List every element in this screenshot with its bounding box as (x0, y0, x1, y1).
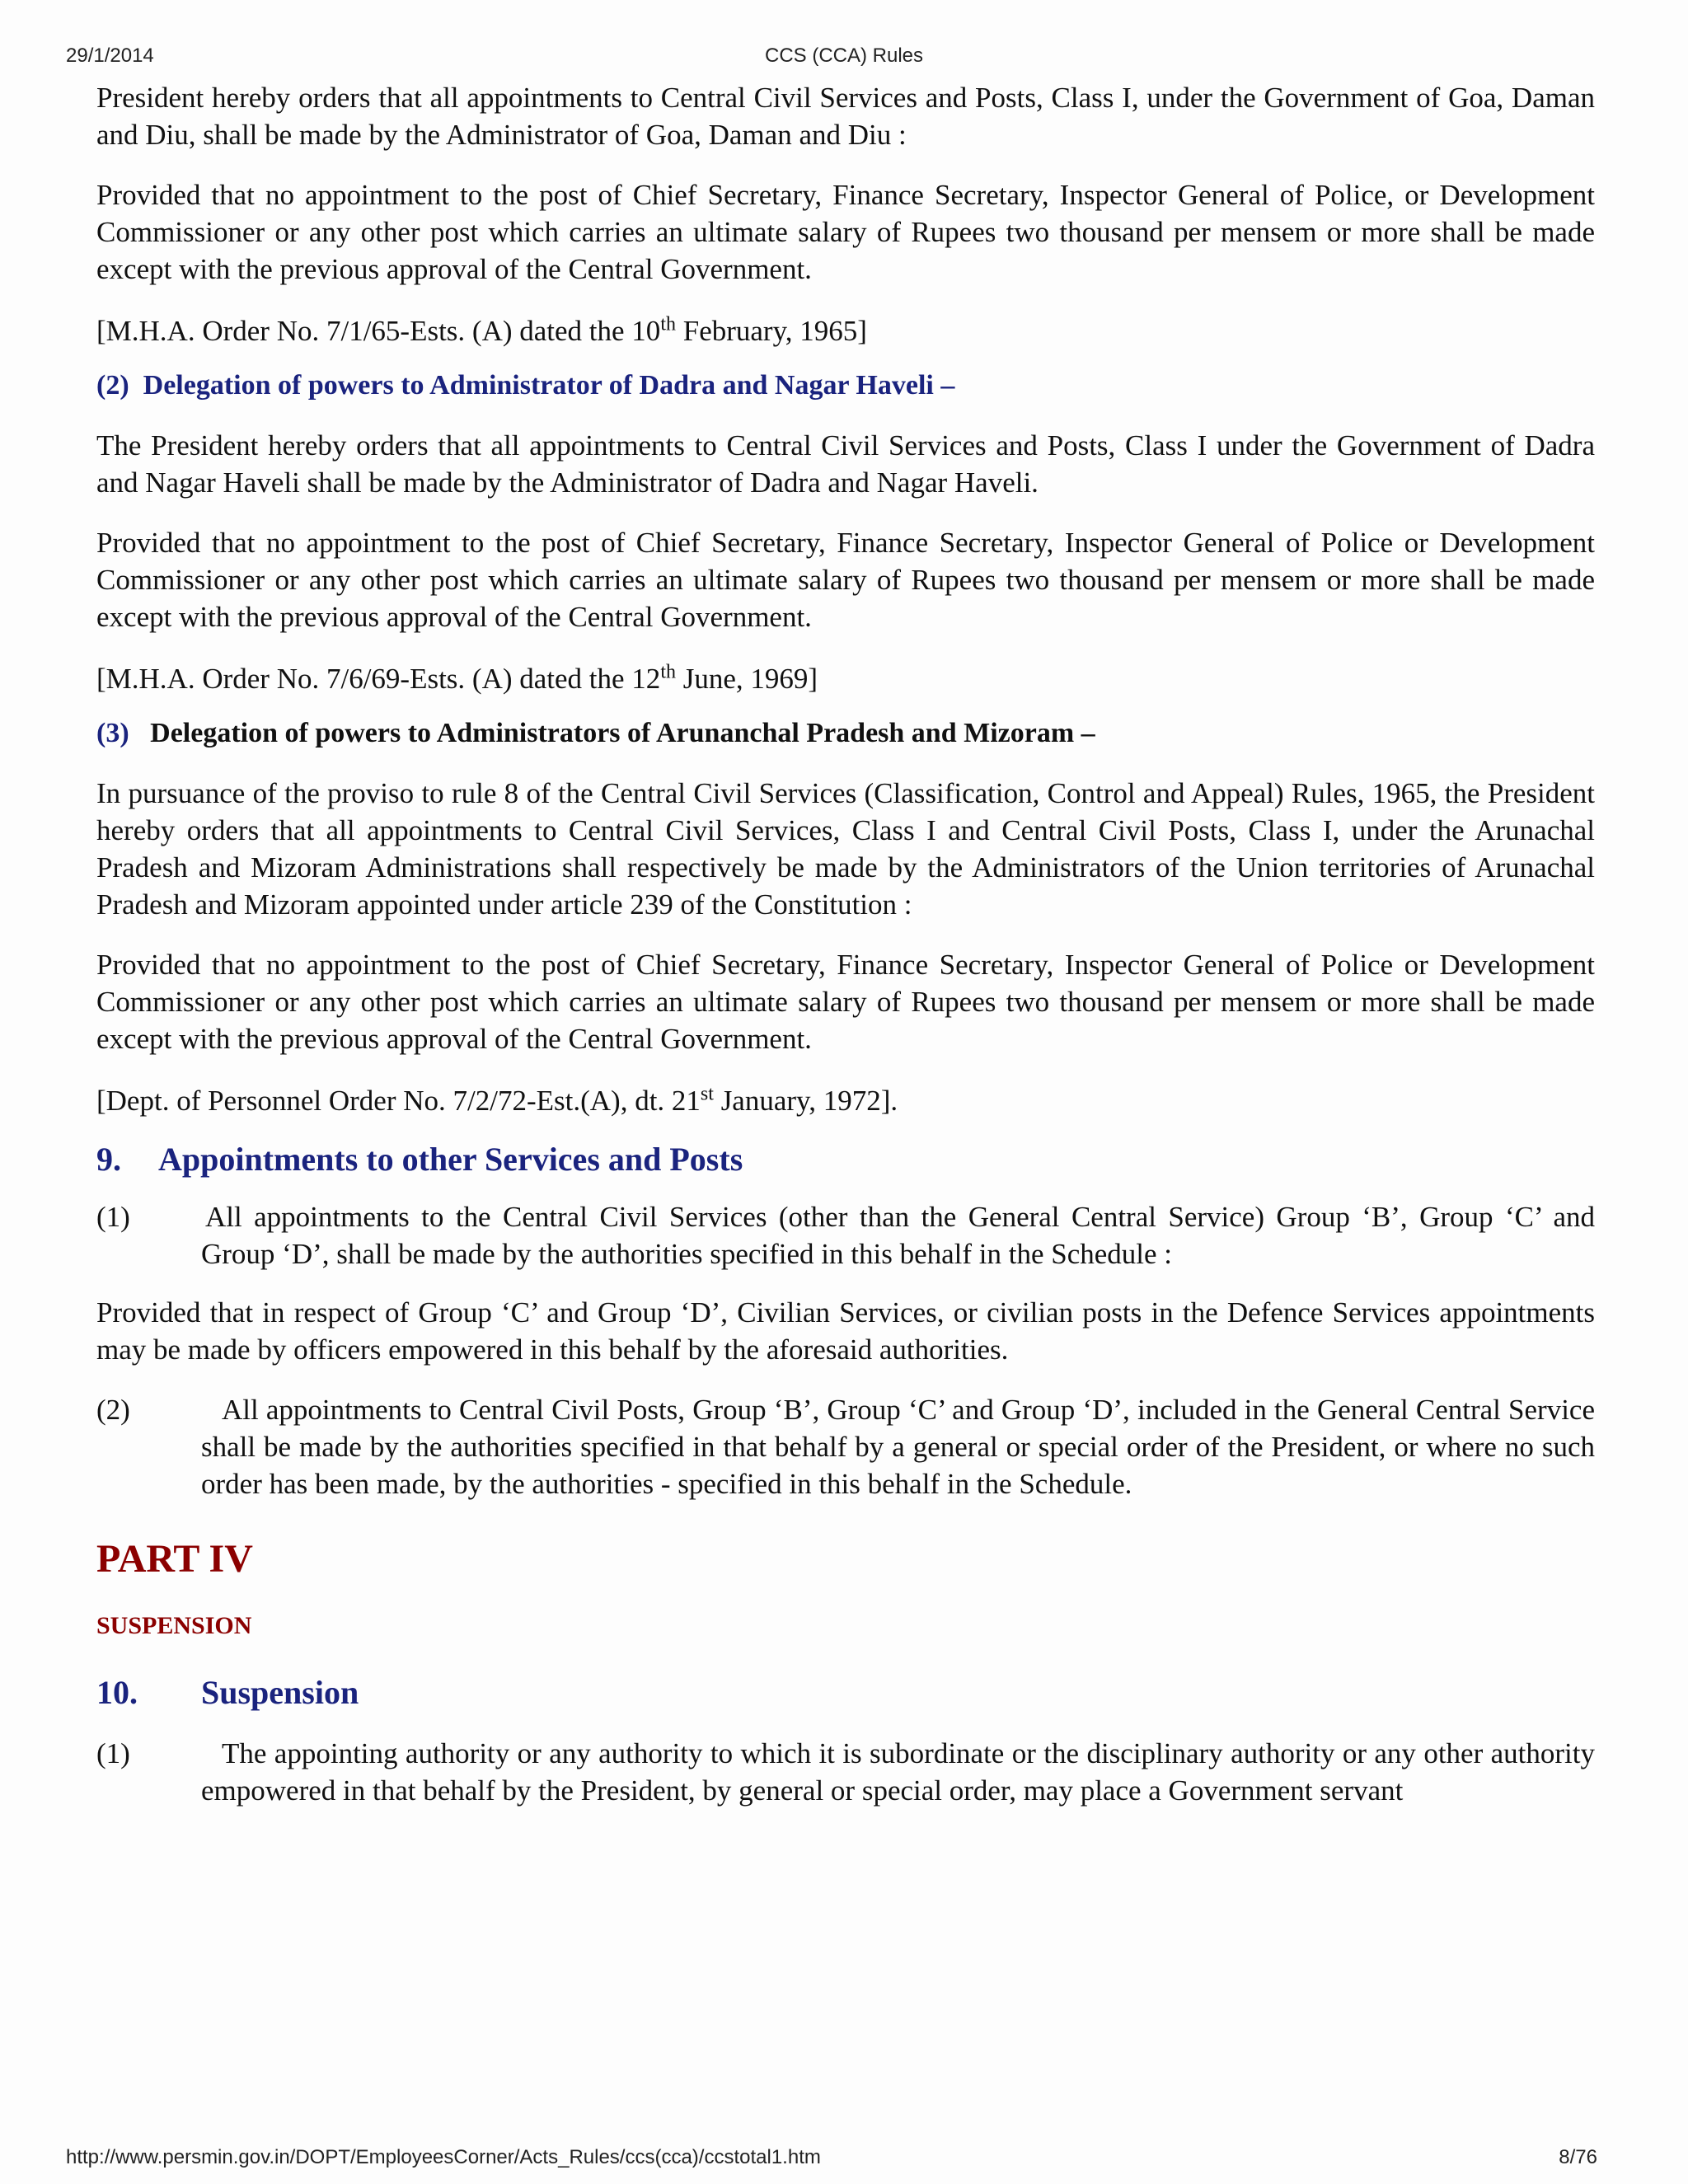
part-subheading: SUSPENSION (96, 1612, 252, 1639)
paragraph-section-9-proviso: Provided that in respect of Group ‘C’ and Group ‘D’, Civilian Services, or civilian posts in the Defence Services appointments may be made by officers empowered in this behalf by the aforesaid authorities. (96, 1296, 1595, 1366)
paragraph-dadra-orders: The President hereby orders that all appointments to Central Civil Services and Posts, Class I under the Government of Dadra and Nagar Haveli shall be made by the Administrator of Dadra and Nagar Haveli. (96, 429, 1595, 499)
order-reference-1972: [Dept. of Personnel Order No. 7/2/72-Est.(A), dt. 21st January, 1972]. (96, 1083, 898, 1117)
paragraph-goa-proviso: Provided that no appointment to the post of Chief Secretary, Finance Secretary, Inspector General of Police, or Development Commissioner or any other post which carries an ultimate salary of Rupees two thousand per mensem or more shall be made except with the previous approval of the Central Government. (96, 179, 1595, 285)
order-reference-1965: [M.H.A. Order No. 7/1/65-Ests. (A) dated the 10th February, 1965] (96, 313, 867, 347)
section-9-clause-1: (1) All appointments to the Central Civil Services (other than the General Central Service) Group ‘B’, Group ‘C’ and Group ‘D’, shall be made by the authorities specified in this behalf in the Schedule : (96, 1201, 1595, 1270)
print-date: 29/1/2014 (66, 45, 154, 67)
paragraph-arunachal-orders: In pursuance of the proviso to rule 8 of the Central Civil Services (Classification, Control and Appeal) Rules, 1965, the President hereby orders that all appointments to Central Civil Services, Class I and Central Civil Posts, Class I, under the Arunachal Pradesh and Mizoram Administrations shall respectively be made by the Administrators of the Union territories of Arunachal Pradesh and Mizoram appointed under article 239 of the Constitution : (96, 777, 1595, 921)
part-heading: PART IV (96, 1537, 253, 1581)
section-9-clause-2: (2) All appointments to Central Civil Posts, Group ‘B’, Group ‘C’ and Group ‘D’, included in the General Central Service shall be made by the authorities specified in that behalf by a general or special order of the President, or where no such order has been made, by the authorities - specified in this behalf in the Schedule. (96, 1394, 1595, 1500)
section-9-heading: 9. Appointments to other Services and Posts (96, 1141, 743, 1178)
print-header (0, 45, 1688, 71)
source-url: http://www.persmin.gov.in/DOPT/EmployeesCorner/Acts_Rules/ccs(cca)/ccstotal1.htm (66, 2146, 821, 2168)
section-10-clause-1: (1) The appointing authority or any authority to which it is subordinate or the disciplinary authority or any other authority empowered in that behalf by the President, by general or special order, may place a Government servant (96, 1737, 1595, 1807)
paragraph-dadra-proviso: Provided that no appointment to the post of Chief Secretary, Finance Secretary, Inspector General of Police or Development Commissioner or any other post which carries an ultimate salary of Rupees two thousand per mensem or more shall be made except with the previous approval of the Central Government. (96, 527, 1595, 633)
print-title: CCS (CCA) Rules (764, 45, 924, 67)
subheading-dadra-nagar-haveli: (2) Delegation of powers to Administrator of Dadra and Nagar Haveli – (96, 370, 955, 401)
print-footer (0, 2146, 1688, 2172)
page-number: 8/76 (1559, 2146, 1597, 2168)
document-content (96, 79, 1595, 1809)
paragraph-goa-orders: President hereby orders that all appointments to Central Civil Services and Posts, Class I, under the Government of Goa, Daman and Diu, shall be made by the Administrator of Goa, Daman and Diu : (96, 82, 1595, 151)
paragraph-arunachal-proviso: Provided that no appointment to the post of Chief Secretary, Finance Secretary, Inspector General of Police or Development Commissioner or any other post which carries an ultimate salary of Rupees two thousand per mensem or more shall be made except with the previous approval of the Central Government. (96, 949, 1595, 1055)
order-reference-1969: [M.H.A. Order No. 7/6/69-Ests. (A) dated the 12th June, 1969] (96, 661, 818, 695)
section-10-heading: 10. Suspension (96, 1674, 359, 1711)
subheading-arunachal-mizoram: (3) Delegation of powers to Administrators of Arunanchal Pradesh and Mizoram – (96, 718, 1095, 748)
